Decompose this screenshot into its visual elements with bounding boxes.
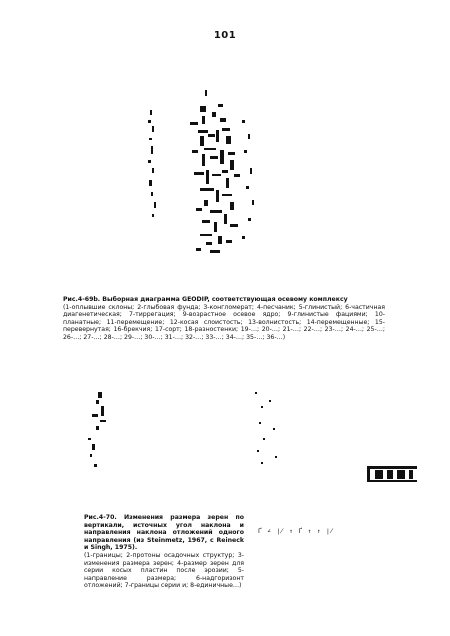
geodip-diagram xyxy=(130,90,290,280)
page-number: 101 xyxy=(213,30,237,41)
cross-bed-dip-diagram xyxy=(255,392,425,512)
figure-2-title: Рис.4-70. Изменения размера зерен по вертикали, источных угол наклона и направления наклона отложений одного направления (из Steinmetz, 1967, с Reineck и Singh, 1975). xyxy=(84,514,244,552)
figure-1-body: (1-оплывшие склоны; 2-глыбовая фунда; 3-конгломерат; 4-песчаник; 5-глинистый; 6-частичная диагенетическая; 7-тиррегация; 9-возрастное осевое ядро; 9-глинистые фациями; 10-планатные; 11-перемещение; 12-косая слоистость; 13-волнистость; 14-перемещенные; 15-перевернутая; 16-брекчия; 17-сорт; 18-разностенки; 19-…; 20-…; 21-…; 22-…; 23-…; 24-…; 25-…; 26-…; 27-…; 28-…; 29-…; 30-…; 31-…; 32-…; 33-…; 34-…; 35-…; 36-…) xyxy=(63,303,385,341)
figure-1-title: Рис.4-69b. Выборная диаграмма GEODIP, соответствующая осевому комплексу xyxy=(63,296,348,303)
grain-size-profile xyxy=(82,392,122,512)
figure-1-caption xyxy=(63,296,385,342)
figure-2-body: (1-границы; 2-протоны осадочных структур; 3-изменения размера зерен; 4-размер зерен для серии косых пластин после эрозии; 5-направление размера; 6-надгоризонт отложений; 7-границы серии и; 8-единичные…) xyxy=(84,551,244,590)
legend-glyphs: Ґ ∠ ∤ ↑ Ґ ↑ ↑ ∤ xyxy=(258,528,335,535)
figure-2-caption xyxy=(84,514,244,590)
